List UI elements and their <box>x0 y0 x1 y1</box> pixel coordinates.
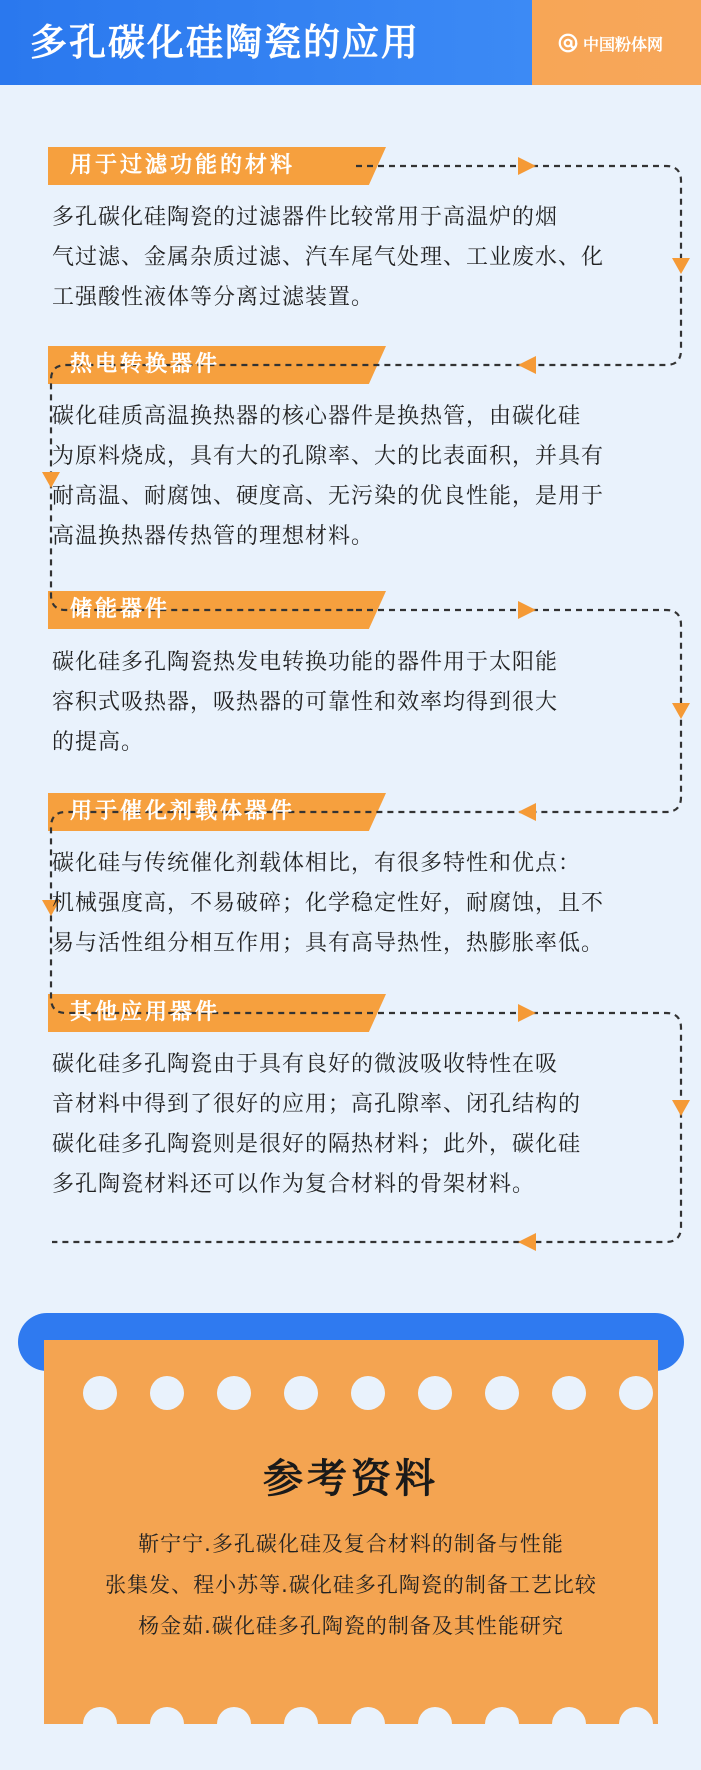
text-line: 多孔碳化硅陶瓷的过滤器件比较常用于高温炉的烟 <box>52 205 559 230</box>
ticket-hole <box>217 1376 251 1410</box>
section-title: 用于过滤功能的材料 <box>70 153 296 178</box>
scallop <box>217 1707 251 1738</box>
section-label-filtering <box>48 147 386 185</box>
text-line: 容积式吸热器，吸热器的可靠性和效率均得到很大 <box>52 690 559 715</box>
section-title: 其他应用器件 <box>70 1000 221 1025</box>
ticket-hole <box>485 1376 519 1410</box>
text-line: 多孔陶瓷材料还可以作为复合材料的骨架材料。 <box>52 1172 536 1197</box>
section-body-thermoelectric <box>52 397 682 557</box>
ticket-hole <box>418 1376 452 1410</box>
text-line: 工强酸性液体等分离过滤装置。 <box>52 285 375 310</box>
scallop <box>150 1707 184 1738</box>
reference-title: 参考资料 <box>263 1456 439 1502</box>
text-line: 碳化硅多孔陶瓷热发电转换功能的器件用于太阳能 <box>52 650 559 675</box>
section-body-other <box>52 1045 682 1205</box>
text-line: 碳化硅多孔陶瓷则是很好的隔热材料；此外，碳化硅 <box>52 1132 582 1157</box>
ticket-hole <box>83 1376 117 1410</box>
scallop <box>351 1707 385 1738</box>
text-line: 气过滤、金属杂质过滤、汽车尾气处理、工业废水、化 <box>52 245 605 270</box>
reference-item: 杨金茹.碳化硅多孔陶瓷的制备及其性能研究 <box>138 1614 564 1638</box>
text-line: 碳化硅多孔陶瓷由于具有良好的微波吸收特性在吸 <box>52 1052 559 1077</box>
text-line: 易与活性组分相互作用；具有高导热性，热膨胀率低。 <box>52 931 605 956</box>
brand-logo-text: 中国粉体网 <box>583 34 664 54</box>
section-body-energy-storage <box>52 643 682 763</box>
ticket-hole <box>284 1376 318 1410</box>
reference-item: 靳宁宁.多孔碳化硅及复合材料的制备与性能 <box>138 1532 564 1556</box>
scallop <box>418 1707 452 1738</box>
text-line: 碳化硅质高温换热器的核心器件是换热管，由碳化硅 <box>52 404 582 429</box>
ticket-hole <box>552 1376 586 1410</box>
section-label-other <box>48 994 386 1032</box>
text-line: 耐高温、耐腐蚀、硬度高、无污染的优良性能，是用于 <box>52 484 605 509</box>
ticket-hole <box>351 1376 385 1410</box>
section-title: 储能器件 <box>70 597 171 622</box>
scallop <box>284 1707 318 1738</box>
text-line: 音材料中得到了很好的应用；高孔隙率、闭孔结构的 <box>52 1092 582 1117</box>
reference-card-scalloped-edge <box>44 1704 658 1738</box>
section-label-energy-storage <box>48 591 386 629</box>
section-body-filtering <box>52 198 682 318</box>
scallop <box>485 1707 519 1738</box>
scallop <box>552 1707 586 1738</box>
text-line: 碳化硅与传统催化剂载体相比，有很多特性和优点： <box>52 851 582 876</box>
section-body-catalyst <box>52 844 682 964</box>
page-title: 多孔碳化硅陶瓷的应用 <box>30 21 420 64</box>
reference-item: 张集发、程小苏等.碳化硅多孔陶瓷的制备工艺比较 <box>105 1573 597 1597</box>
ticket-hole <box>150 1376 184 1410</box>
reference-card <box>44 1340 658 1704</box>
text-line: 的提高。 <box>52 730 145 755</box>
section-title: 用于催化剂载体器件 <box>70 799 296 824</box>
section-label-catalyst <box>48 793 386 831</box>
ticket-hole <box>619 1376 653 1410</box>
section-title: 热电转换器件 <box>70 352 221 377</box>
text-line: 机械强度高，不易破碎；化学稳定性好，耐腐蚀，且不 <box>52 891 605 916</box>
scallop <box>619 1707 653 1738</box>
scallop <box>83 1707 117 1738</box>
text-line: 为原料烧成，具有大的孔隙率、大的比表面积，并具有 <box>52 444 605 469</box>
text-line: 高温换热器传热管的理想材料。 <box>52 524 375 549</box>
section-label-thermoelectric <box>48 346 386 384</box>
